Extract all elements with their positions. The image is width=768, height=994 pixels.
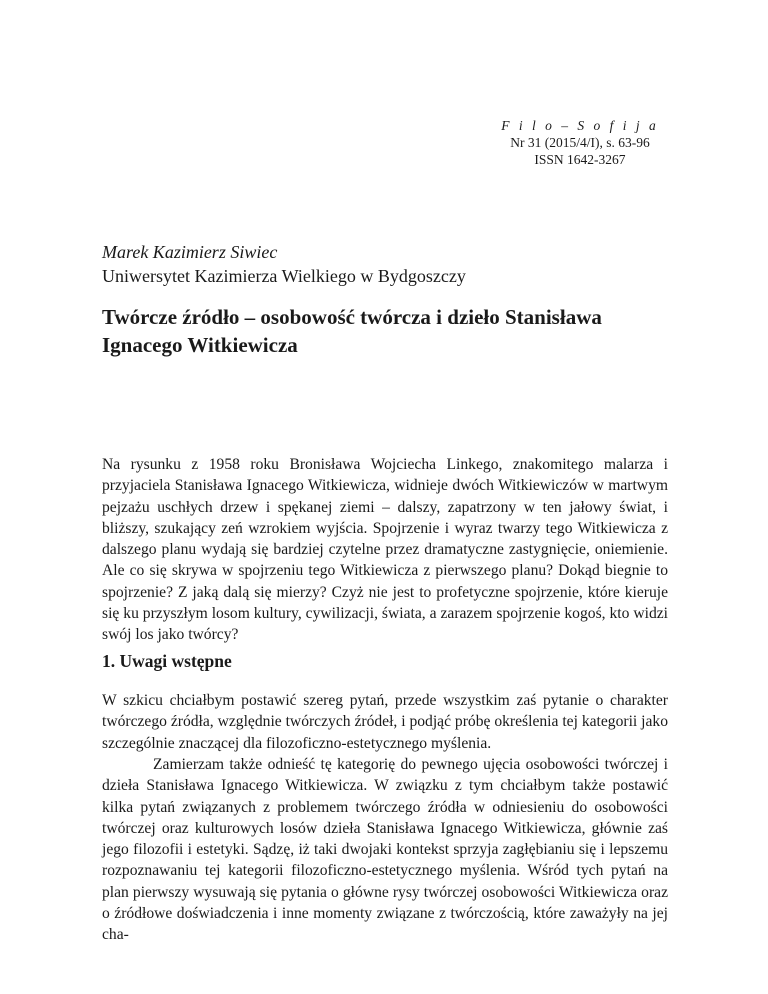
body-paragraph-1: W szkicu chciałbym postawić szereg pytań, przede wszystkim zaś pytanie o charakter twórczego źródła, względnie twórczych źródeł, i podjąć próbę określenia tej kategorii jako szczególnie znaczącej dla filozoficzno-estetycznego myślenia.: [102, 692, 668, 752]
author-block: [102, 240, 682, 288]
journal-issue: Nr 31 (2015/4/I), s. 63-96: [510, 135, 650, 150]
abstract-paragraph: Na rysunku z 1958 roku Bronisława Wojciecha Linkego, znakomitego malarza i przyjaciela Stanisława Ignacego Witkiewicza, widnieje dwóch Witkiewiczów w martwym pejzażu uschłych drzew i spękanej ziemi – dalszy, zapatrzony w ten jałowy świat, i bliższy, szukający zeń wzrokiem wyjścia. Spojrzenie i wyraz twarzy tego Witkiewicza z dalszego planu wydają się bardziej czytelne przez dramatyczne zastygnięcie, oniemienie. Ale co się skrywa w spojrzeniu tego Witkiewicza z pierwszego planu? Dokąd biegnie to spojrzenie? Z jaką dalą się mierzy? Czyż nie jest to profetyczne spojrzenie, które kieruje się ku przyszłym losom kultury, cywilizacji, świata, a zarazem spojrzenie kogoś, kto widzi swój los jako twórcy?: [102, 456, 668, 644]
section-heading: 1. Uwagi wstępne: [102, 651, 232, 671]
article-title: Twórcze źródło – osobowość twórcza i dzieło Stanisława Ignacego Witkiewicza: [102, 305, 602, 357]
body-paragraph-2: Zamierzam także odnieść tę kategorię do pewnego ujęcia osobowości twórczej i dzieła Stanisława Ignacego Witkiewicza. W związku z tym chciałbym także postawić kilka pytań związanych z problemem twórczego źródła w odniesieniu do osobowości twórczej oraz kulturowych losów dzieła Stanisława Ignacego Witkiewicza, głównie zaś jego filozofii i estetyki. Sądzę, iż taki dwojaki kontekst sprzyja zagłębianiu się i lepszemu rozpoznawaniu tej kategorii filozoficzno-estetycznego myślenia. Wśród tych pytań na plan pierwszy wysuwają się pytania o główne rysy twórczej osobowości Witkiewicza oraz o źródłowe doświadczenia i inne momenty związane z twórczością, które zaważyły na jej cha-: [102, 756, 668, 944]
journal-issn: ISSN 1642-3267: [534, 152, 626, 167]
author-name: Marek Kazimierz Siwiec: [102, 242, 278, 262]
journal-header: [480, 117, 680, 168]
journal-name: F i l o – S o f i j a: [501, 118, 659, 133]
author-affiliation: Uniwersytet Kazimierza Wielkiego w Bydgoszczy: [102, 266, 466, 286]
